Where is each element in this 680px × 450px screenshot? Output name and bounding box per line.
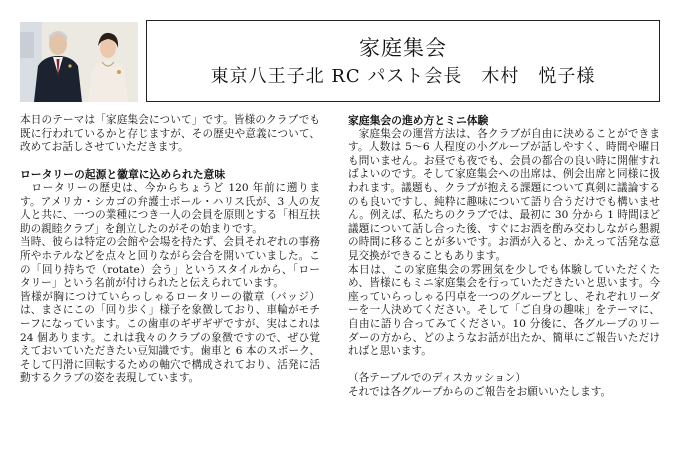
- speaker-photo: [20, 22, 138, 102]
- meeting-paragraph-1: 家庭集会の運営方法は、各クラブが自由に決めることができます。人数は 5〜6 人程度の小グループが話しやすく、時間や曜日も問いません。お昼でも夜でも、会員の都合の良い時に開催すればよいのです。そして家庭集会への出席は、例会出席と同様に扱われます。議題も、クラブが抱える課題について真剣に議論するのも良いですし、純粋に趣味について語り合うだけでも構いません。例えば、私たちのクラブでは、最初に 30 分から 1 時間ほど議題について話し合った後、すぐにお酒を酌み交わしながら懇親の時間に移ることが多いです。お酒が入ると、かえって活発な意見交換ができることもあります。: [348, 127, 660, 262]
- page-title: 家庭集会: [359, 36, 447, 60]
- origin-paragraph-2: 当時、彼らは特定の会館や会場を持たず、会員それぞれの事務所やホテルなどを点々と回りながら会合を開いていました。この「回り持ちで（rotate）会う」というスタイルから、「ロータリー」という名前が付けられたと伝えられています。: [20, 236, 320, 290]
- speaker-subtitle: 東京八王子北 RC パスト会長 木村 悦子様: [210, 66, 596, 87]
- left-column: [20, 114, 320, 386]
- meeting-paragraph-2: 本日は、この家庭集会の雰囲気を少しでも体験していただくため、皆様にもミニ家庭集会を行っていただきたいと思います。今座っていらっしゃる円卓を一つのグループとし、それぞれリーダーを一人決めてください。そして「ご自身の趣味」をテーマに、自由に語り合ってみてください。10 分後に、各グループのリーダーの方から、どのようなお話が出たか、簡単にご報告いただければと思います。: [348, 263, 660, 358]
- right-column: [348, 114, 660, 399]
- speaker-photo-graphic: [20, 22, 138, 102]
- intro-paragraph: 本日のテーマは「家庭集会について」です。皆様のクラブでも既に行われているかと存じますが、その歴史や意義について、改めてお話しさせていただきます。: [20, 114, 320, 154]
- closing-paragraph: それでは各グループからのご報告をお願いいたします。: [348, 385, 612, 398]
- section-heading-meeting: 家庭集会の進め方とミニ体験: [348, 114, 489, 127]
- origin-paragraph-3: 皆様が胸につけていらっしゃるロータリーの徽章（バッジ）は、まさにこの「回り歩く」様子を象徴しており、車輪がモチーフになっています。この歯車のギザギザですが、実はこれは 24 個あります。これは我々のクラブの象徴ですので、ぜひ覚えておいていただきたい豆知識です。歯車と 6 本のスポーク、そして円滑に回転するための軸穴で構成されており、活発に活動するクラブの姿を表現しています。: [20, 290, 320, 385]
- origin-paragraph-1: ロータリーの歴史は、今からちょうど 120 年前に遡ります。アメリカ・シカゴの弁護士ポール・ハリス氏が、3 人の友人と共に、一つの業種につき一人の会員を原則とする「相互扶助の親睦クラブ」を創立したのがその始まりです。: [20, 181, 320, 235]
- header-box: [146, 20, 660, 102]
- discussion-note: （各テーブルでのディスカッション）: [348, 372, 526, 385]
- section-heading-origin: ロータリーの起源と徽章に込められた意味: [20, 168, 226, 182]
